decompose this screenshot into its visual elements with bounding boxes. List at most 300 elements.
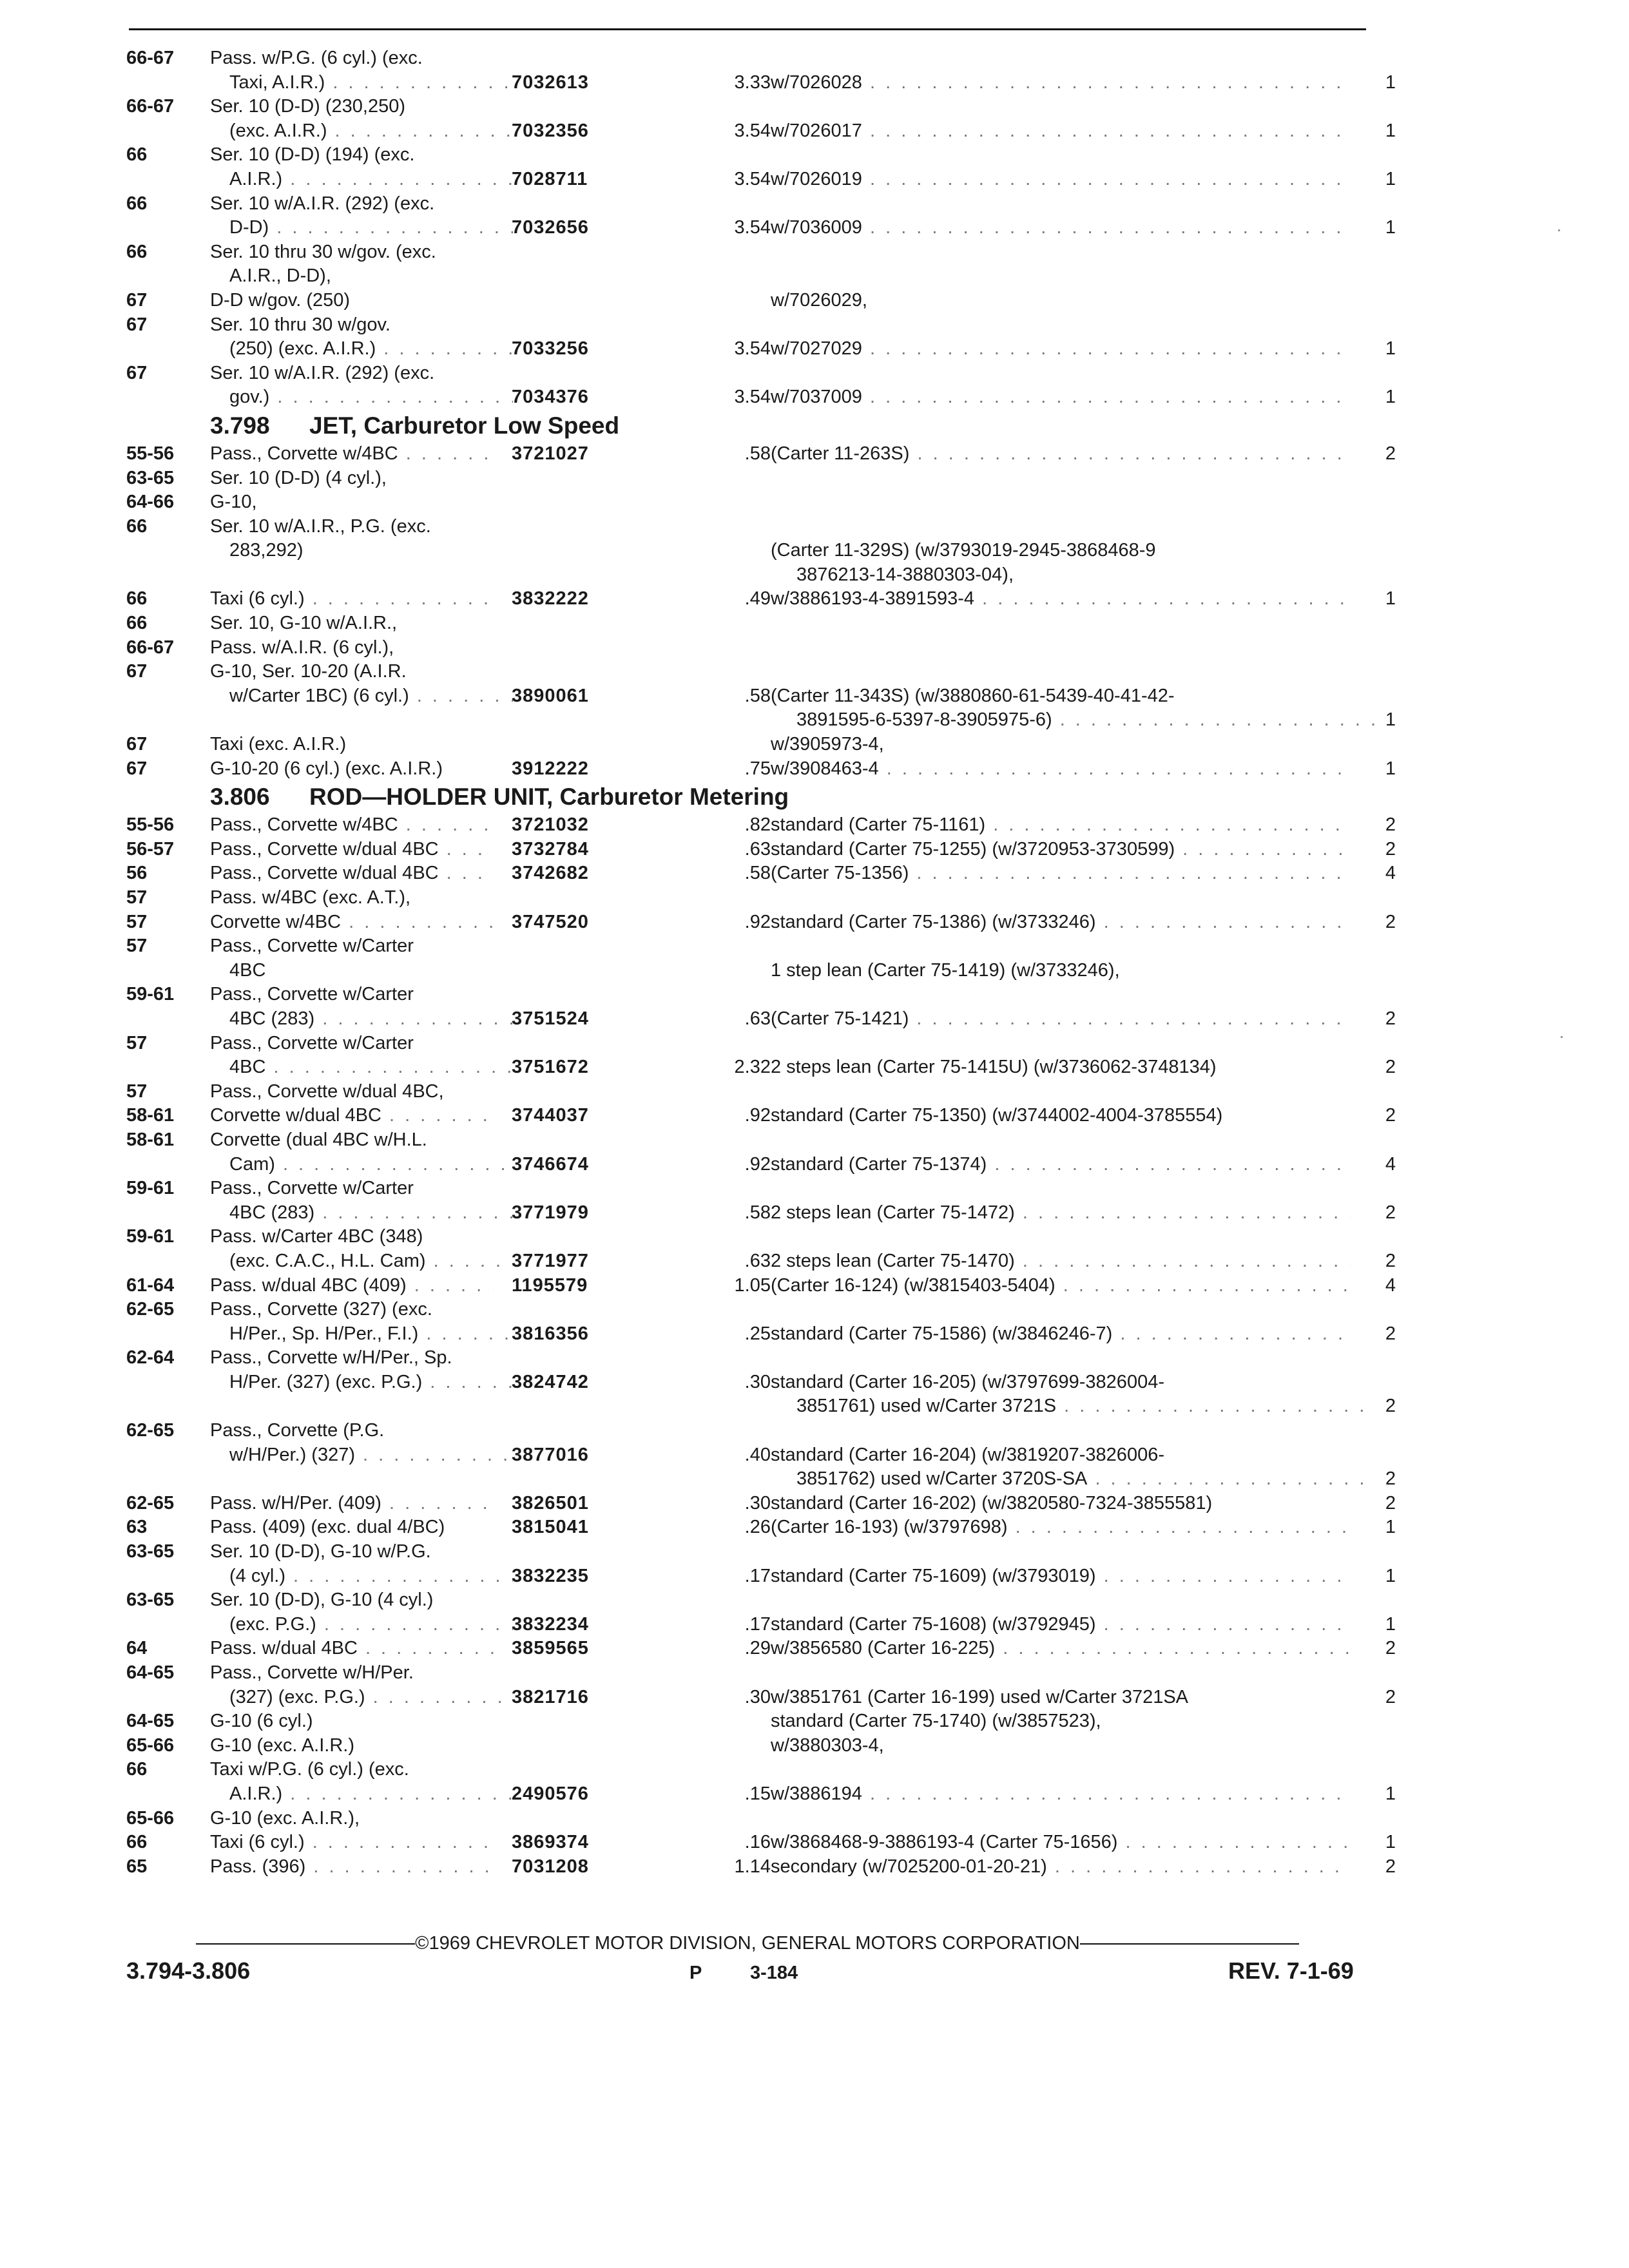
part-row [126, 861, 1402, 886]
remarks: 2 steps lean (Carter 75-1470) . . . [771, 1249, 1351, 1274]
part-row [126, 442, 1402, 466]
part-row [126, 515, 1402, 539]
remarks: 3891595-6-5397-8-3905975-6) . . . [796, 708, 1376, 733]
remarks: w/3905973-4, [771, 734, 884, 755]
quantity: 1 [1385, 387, 1396, 408]
part-row [126, 1080, 1402, 1104]
model-years: 58-61 [126, 1129, 175, 1150]
part-number: 3732784 [512, 838, 589, 860]
remarks: 3851762) used w/Carter 3720S-SA . . . [796, 1467, 1376, 1492]
quantity: 4 [1385, 1153, 1396, 1175]
model-years: 61-64 [126, 1274, 175, 1296]
section-header [126, 410, 1402, 442]
application-description: 283,292) [229, 540, 304, 561]
quantity: 2 [1385, 1856, 1396, 1877]
part-number: 3746674 [512, 1153, 589, 1175]
application-description: (327) (exc. P.G.) . . . [229, 1686, 513, 1710]
part-row [126, 1201, 1402, 1225]
remarks: (Carter 16-124) (w/3815403-5404) . . . [771, 1274, 1351, 1298]
section-title: JET, Carburetor Low Speed [309, 412, 620, 439]
section-number: 3.806 [210, 783, 270, 811]
application-description: Pass., Corvette w/4BC . . . [210, 442, 494, 466]
model-years: 63-65 [126, 467, 175, 488]
model-years: 58-61 [126, 1105, 175, 1126]
remarks: 2 steps lean (Carter 75-1415U) (w/3736062-3748134) [771, 1057, 1217, 1078]
parts-list [126, 46, 1402, 1879]
quantity: 1 [1385, 1832, 1396, 1853]
part-row [126, 1055, 1402, 1080]
quantity: 1 [1385, 588, 1396, 610]
model-years: 66-67 [126, 637, 175, 658]
copyright-line [129, 1933, 1366, 1954]
part-number: 7034376 [512, 387, 589, 408]
remarks: standard (Carter 75-1374) . . . [771, 1153, 1351, 1177]
part-row [126, 1394, 1402, 1419]
quantity: 2 [1385, 1638, 1396, 1659]
part-row [126, 1322, 1402, 1347]
application-description: G-10-20 (6 cyl.) (exc. A.I.R.) [210, 758, 443, 779]
application-description: G-10 (exc. A.I.R.) [210, 1735, 354, 1756]
section-header [126, 781, 1402, 813]
part-number: 7033256 [512, 338, 589, 360]
part-row [126, 1807, 1402, 1831]
part-row [126, 1104, 1402, 1128]
part-number: 3721032 [512, 814, 589, 836]
model-years: 67 [126, 314, 148, 335]
list-price: .63 [744, 838, 771, 860]
part-number: 3721027 [512, 443, 589, 464]
application-description: Pass., Corvette w/Carter [210, 1032, 414, 1053]
quantity: 2 [1385, 1323, 1396, 1344]
application-description: Corvette w/4BC . . . [210, 910, 494, 935]
application-description: Ser. 10 thru 30 w/gov. [210, 314, 390, 335]
model-years: 57 [126, 1032, 148, 1053]
part-row [126, 813, 1402, 838]
part-row [126, 143, 1402, 168]
remarks: w/7026017 . . . [771, 119, 1351, 144]
application-description: Ser. 10, G-10 w/A.I.R., [210, 613, 398, 634]
model-years: 67 [126, 661, 148, 682]
part-row [126, 1153, 1402, 1177]
application-description: Ser. 10 w/A.I.R. (292) (exc. [210, 362, 435, 383]
model-years: 67 [126, 362, 148, 383]
application-description: Pass., Corvette w/4BC . . . [210, 813, 494, 838]
part-row [126, 1831, 1402, 1855]
remarks: (Carter 75-1356) . . . [771, 861, 1351, 886]
quantity: 1 [1385, 217, 1396, 238]
part-row [126, 1419, 1402, 1443]
list-price: .26 [744, 1517, 771, 1538]
application-description: Corvette w/dual 4BC . . . [210, 1104, 494, 1128]
remarks: standard (Carter 16-205) (w/3797699-3826004- [771, 1371, 1164, 1392]
copyright-text: ©1969 CHEVROLET MOTOR DIVISION, GENERAL MOTORS CORPORATION [415, 1933, 1080, 1954]
application-description: H/Per. (327) (exc. P.G.) . . . [229, 1370, 513, 1395]
list-price: .75 [744, 758, 771, 779]
remarks: 1 step lean (Carter 75-1419) (w/3733246), [771, 959, 1120, 981]
list-price: .25 [744, 1323, 771, 1344]
model-years: 59-61 [126, 984, 175, 1005]
part-row [126, 490, 1402, 515]
part-number: 7032656 [512, 217, 589, 238]
part-number: 3821716 [512, 1686, 589, 1707]
application-description: w/H/Per.) (327) . . . [229, 1443, 513, 1468]
part-number: 3815041 [512, 1517, 589, 1538]
part-row [126, 757, 1402, 782]
application-description: Pass., Corvette w/Carter [210, 1178, 414, 1199]
part-row [126, 1298, 1402, 1322]
remarks: standard (Carter 16-202) (w/3820580-7324-3855581) [771, 1492, 1213, 1514]
quantity: 1 [1385, 168, 1396, 189]
application-description: G-10 (exc. A.I.R.), [210, 1807, 360, 1829]
part-row [126, 337, 1402, 361]
application-description: 4BC [229, 959, 266, 981]
part-row [126, 660, 1402, 684]
quantity: 1 [1385, 758, 1396, 779]
part-row [126, 1540, 1402, 1564]
quantity: 2 [1385, 1008, 1396, 1029]
list-price: 3.54 [734, 120, 771, 141]
quantity: 1 [1385, 72, 1396, 93]
part-row [126, 587, 1402, 611]
remarks: (Carter 16-193) (w/3797698) . . . [771, 1515, 1351, 1540]
remarks: standard (Carter 75-1608) (w/3792945) . . . [771, 1613, 1351, 1637]
part-number: 2490576 [512, 1783, 589, 1804]
quantity: 1 [1385, 120, 1396, 141]
part-row [126, 1032, 1402, 1056]
model-years: 65-66 [126, 1735, 175, 1756]
application-description: Corvette (dual 4BC w/H.L. [210, 1129, 427, 1150]
remarks: w/3886194 . . . [771, 1782, 1351, 1807]
application-description: Pass. w/P.G. (6 cyl.) (exc. [210, 48, 423, 68]
model-years: 64-65 [126, 1662, 175, 1683]
part-number: 7032613 [512, 72, 589, 93]
application-description: G-10, [210, 492, 257, 513]
application-description: H/Per., Sp. H/Per., F.I.) . . . [229, 1322, 513, 1347]
application-description: (exc. C.A.C., H.L. Cam) . . . [229, 1249, 513, 1274]
application-description: Pass., Corvette w/dual 4BC . . . [210, 861, 494, 886]
quantity: 2 [1385, 911, 1396, 932]
remarks: w/3880303-4, [771, 1735, 884, 1756]
application-description: Ser. 10 (D-D), G-10 (4 cyl.) [210, 1590, 434, 1611]
application-description: Cam) . . . [229, 1153, 513, 1177]
list-price: .92 [744, 911, 771, 932]
model-years: 63-65 [126, 1590, 175, 1611]
part-row [126, 1734, 1402, 1758]
remarks: 2 steps lean (Carter 75-1472) . . . [771, 1201, 1351, 1225]
part-row [126, 1177, 1402, 1201]
part-row [126, 192, 1402, 216]
list-price: .82 [744, 814, 771, 836]
list-price: .30 [744, 1492, 771, 1514]
part-number: 3744037 [512, 1105, 589, 1126]
part-row [126, 71, 1402, 95]
model-years: 67 [126, 289, 148, 311]
part-row [126, 934, 1402, 959]
application-description: G-10, Ser. 10-20 (A.I.R. [210, 661, 407, 682]
application-description: Ser. 10 (D-D) (230,250) [210, 96, 406, 117]
application-description: Ser. 10 w/A.I.R. (292) (exc. [210, 193, 435, 214]
model-years: 64-65 [126, 1711, 175, 1732]
model-years: 62-65 [126, 1299, 175, 1320]
scan-speck [1561, 1036, 1563, 1038]
model-years: 59-61 [126, 1226, 175, 1247]
part-row [126, 1128, 1402, 1153]
section-number: 3.798 [210, 412, 270, 439]
model-years: 66 [126, 515, 148, 537]
model-years: 57 [126, 887, 148, 908]
part-number: 3890061 [512, 685, 589, 706]
model-years: 56-57 [126, 838, 175, 860]
list-price: .58 [744, 443, 771, 464]
remarks: w/7026019 . . . [771, 168, 1351, 192]
model-years: 65-66 [126, 1807, 175, 1829]
list-price: .63 [744, 1008, 771, 1029]
application-description: G-10 (6 cyl.) [210, 1711, 313, 1732]
quantity: 1 [1385, 1783, 1396, 1804]
quantity: 2 [1385, 1057, 1396, 1078]
quantity: 1 [1385, 1565, 1396, 1586]
quantity: 2 [1385, 1250, 1396, 1271]
quantity: 1 [1385, 1517, 1396, 1538]
rule-right [1080, 1943, 1299, 1945]
list-price: 3.54 [734, 338, 771, 360]
part-number: 3751672 [512, 1057, 589, 1078]
quantity: 4 [1385, 863, 1396, 884]
remarks: w/7027029 . . . [771, 337, 1351, 361]
model-years: 67 [126, 758, 148, 779]
model-years: 66 [126, 588, 148, 610]
remarks: standard (Carter 75-1586) (w/3846246-7) . . . [771, 1322, 1351, 1347]
application-description: (exc. P.G.) . . . [229, 1613, 513, 1637]
part-row [126, 361, 1402, 386]
application-description: (250) (exc. A.I.R.) . . . [229, 337, 513, 361]
quantity: 2 [1385, 1105, 1396, 1126]
remarks: w/3868468-9-3886193-4 (Carter 75-1656) . . . [771, 1831, 1351, 1855]
revision-date: REV. 7-1-69 [1228, 1957, 1354, 1984]
part-number: 1195579 [512, 1274, 588, 1296]
model-years: 62-65 [126, 1492, 175, 1514]
application-description: Pass., Corvette w/Carter [210, 984, 414, 1005]
application-description: Pass. w/A.I.R. (6 cyl.), [210, 637, 394, 658]
section-range: 3.794-3.806 [126, 1957, 251, 1984]
application-description: Pass., Corvette (327) (exc. [210, 1299, 432, 1320]
part-row [126, 983, 1402, 1007]
list-price: 2.32 [734, 1057, 771, 1078]
quantity: 2 [1385, 1492, 1396, 1514]
application-description: Pass. w/dual 4BC (409) . . . [210, 1274, 494, 1298]
list-price: .58 [744, 685, 771, 706]
part-number: 3832235 [512, 1565, 589, 1586]
part-row [126, 289, 1402, 313]
list-price: .49 [744, 588, 771, 610]
quantity: 2 [1385, 1396, 1396, 1417]
list-price: .40 [744, 1444, 771, 1465]
part-row [126, 1249, 1402, 1274]
part-number: 7032356 [512, 120, 589, 141]
quantity: 2 [1385, 838, 1396, 860]
model-years: 57 [126, 936, 148, 957]
model-years: 66 [126, 144, 148, 166]
part-number: 3826501 [512, 1492, 589, 1514]
application-description: Taxi (6 cyl.) . . . [210, 587, 494, 611]
model-years: 66 [126, 613, 148, 634]
quantity: 1 [1385, 709, 1396, 731]
part-row [126, 119, 1402, 144]
part-row [126, 1346, 1402, 1370]
model-years: 66-67 [126, 48, 175, 68]
remarks: standard (Carter 75-1740) (w/3857523), [771, 1711, 1101, 1732]
scan-speck [1558, 229, 1560, 231]
model-years: 66 [126, 1759, 148, 1780]
part-row [126, 1564, 1402, 1589]
part-row [126, 1588, 1402, 1613]
remarks: 3851761) used w/Carter 3721S . . . [796, 1394, 1376, 1419]
list-price: 3.33 [734, 72, 771, 93]
part-number: 3912222 [512, 758, 589, 779]
application-description: D-D w/gov. (250) [210, 289, 351, 311]
application-description: 4BC . . . [229, 1055, 513, 1080]
application-description: 4BC (283) . . . [229, 1201, 513, 1225]
part-number: 3816356 [512, 1323, 589, 1344]
remarks: w/7037009 . . . [771, 385, 1351, 410]
remarks: standard (Carter 75-1161) . . . [771, 813, 1351, 838]
part-number: 3747520 [512, 911, 589, 932]
part-row [126, 466, 1402, 491]
list-price: .92 [744, 1105, 771, 1126]
list-price: .30 [744, 1371, 771, 1392]
part-row [126, 95, 1402, 119]
remarks: (Carter 11-263S) . . . [771, 442, 1351, 466]
part-row [126, 168, 1402, 192]
application-description: Pass. w/Carter 4BC (348) [210, 1226, 423, 1247]
part-row [126, 1443, 1402, 1468]
part-row [126, 1492, 1402, 1516]
list-price: .58 [744, 1202, 771, 1223]
part-row [126, 216, 1402, 240]
application-description: Pass., Corvette w/dual 4BC . . . [210, 838, 494, 862]
application-description: A.I.R., D-D), [229, 265, 331, 287]
page-prefix: P [689, 1963, 702, 1983]
list-price: .92 [744, 1153, 771, 1175]
part-number: 3771977 [512, 1250, 589, 1271]
model-years: 64-66 [126, 492, 175, 513]
quantity: 2 [1385, 1686, 1396, 1707]
quantity: 2 [1385, 1468, 1396, 1490]
list-price: .17 [744, 1565, 771, 1586]
section-title: ROD—HOLDER UNIT, Carburetor Metering [309, 783, 789, 811]
part-row [126, 313, 1402, 338]
application-description: (4 cyl.) . . . [229, 1564, 513, 1589]
part-row [126, 684, 1402, 709]
application-description: Pass. w/4BC (exc. A.T.), [210, 887, 411, 908]
part-row [126, 563, 1402, 588]
quantity: 1 [1385, 338, 1396, 360]
remarks: w/3908463-4 . . . [771, 757, 1351, 782]
remarks: standard (Carter 16-204) (w/3819207-3826006- [771, 1444, 1164, 1465]
application-description: (exc. A.I.R.) . . . [229, 119, 513, 144]
remarks: standard (Carter 75-1609) (w/3793019) . . . [771, 1564, 1351, 1589]
part-number: 3742682 [512, 863, 589, 884]
part-row [126, 1225, 1402, 1249]
model-years: 55-56 [126, 814, 175, 836]
application-description: w/Carter 1BC) (6 cyl.) . . . [229, 684, 513, 709]
part-row [126, 264, 1402, 289]
part-row [126, 838, 1402, 862]
part-row [126, 1007, 1402, 1032]
remarks: w/3856580 (Carter 16-225) . . . [771, 1637, 1351, 1661]
application-description: 4BC (283) . . . [229, 1007, 513, 1032]
list-price: .17 [744, 1613, 771, 1635]
page-number: 3-184 [750, 1963, 798, 1983]
list-price: 3.54 [734, 168, 771, 189]
remarks: w/7036009 . . . [771, 216, 1351, 240]
remarks: 3876213-14-3880303-04), [796, 564, 1014, 585]
part-row [126, 1855, 1402, 1879]
application-description: Ser. 10 w/A.I.R., P.G. (exc. [210, 515, 431, 537]
part-row [126, 959, 1402, 983]
quantity: 2 [1385, 443, 1396, 464]
application-description: Pass., Corvette w/Carter [210, 936, 414, 957]
remarks: (Carter 11-343S) (w/3880860-61-5439-40-41-42- [771, 685, 1175, 706]
top-rule [129, 28, 1366, 30]
list-price: .30 [744, 1686, 771, 1707]
part-row [126, 1661, 1402, 1686]
application-description: Pass. (396) . . . [210, 1855, 494, 1879]
remarks: w/3886193-4-3891593-4 . . . [771, 587, 1351, 611]
part-number: 3832234 [512, 1613, 589, 1635]
remarks: secondary (w/7025200-01-20-21) . . . [771, 1855, 1351, 1879]
model-years: 63-65 [126, 1541, 175, 1562]
part-number: 3869374 [512, 1832, 589, 1853]
list-price: 1.05 [734, 1274, 771, 1296]
application-description: Ser. 10 (D-D), G-10 w/P.G. [210, 1541, 431, 1562]
part-number: 3824742 [512, 1371, 589, 1392]
quantity: 2 [1385, 1202, 1396, 1223]
part-number: 3771979 [512, 1202, 589, 1223]
model-years: 64 [126, 1638, 148, 1659]
part-row [126, 886, 1402, 910]
part-number: 3877016 [512, 1444, 589, 1465]
part-number: 3751524 [512, 1008, 589, 1029]
part-row [126, 240, 1402, 265]
model-years: 67 [126, 734, 148, 755]
application-description: A.I.R.) . . . [229, 1782, 513, 1807]
part-row [126, 1782, 1402, 1807]
model-years: 63 [126, 1517, 148, 1538]
model-years: 56 [126, 863, 148, 884]
part-row [126, 1637, 1402, 1661]
application-description: Pass. w/H/Per. (409) . . . [210, 1492, 494, 1516]
application-description: Taxi (6 cyl.) . . . [210, 1831, 494, 1855]
part-number: 7028711 [512, 168, 588, 189]
part-row [126, 1686, 1402, 1710]
application-description: gov.) . . . [229, 385, 513, 410]
remarks: standard (Carter 75-1350) (w/3744002-4004-3785554) [771, 1105, 1223, 1126]
model-years: 59-61 [126, 1178, 175, 1199]
application-description: Ser. 10 thru 30 w/gov. (exc. [210, 241, 436, 262]
part-row [126, 1274, 1402, 1298]
part-row [126, 636, 1402, 660]
part-row [126, 539, 1402, 563]
remarks: w/7026029, [771, 289, 867, 311]
application-description: Pass. w/dual 4BC . . . [210, 1637, 494, 1661]
list-price: .63 [744, 1250, 771, 1271]
remarks: standard (Carter 75-1386) (w/3733246) . . . [771, 910, 1351, 935]
remarks: (Carter 75-1421) . . . [771, 1007, 1351, 1032]
application-description: Pass., Corvette w/H/Per., Sp. [210, 1347, 452, 1369]
part-row [126, 1613, 1402, 1637]
list-price: .58 [744, 863, 771, 884]
